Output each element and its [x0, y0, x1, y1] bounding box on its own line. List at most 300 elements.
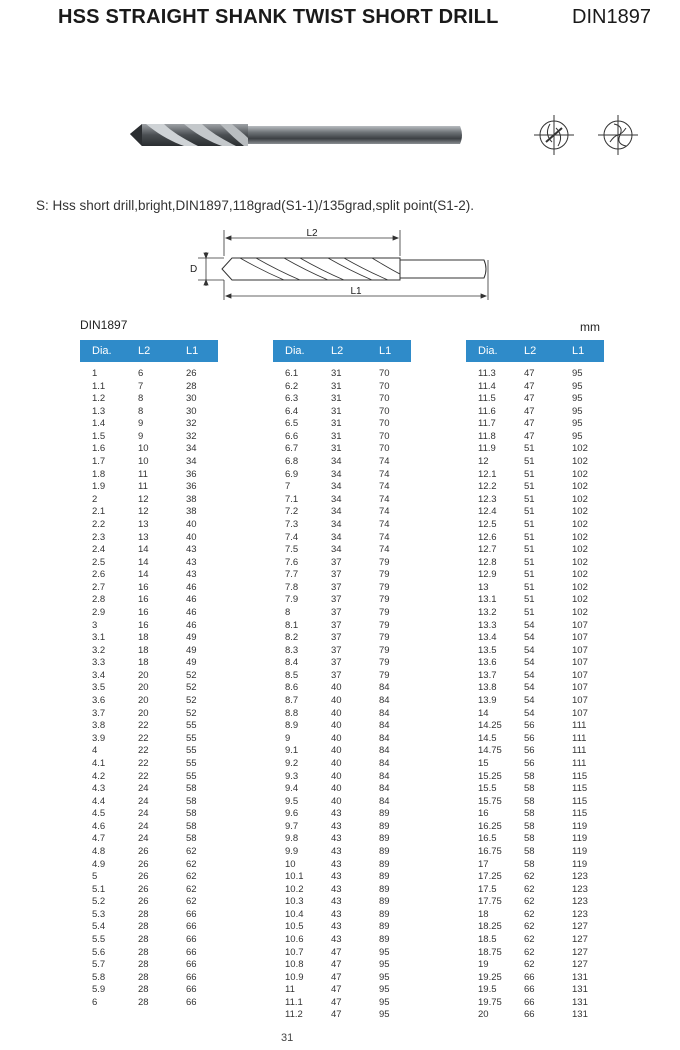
cell-l2: 22 [138, 770, 149, 782]
cell-dia: 10.8 [285, 959, 304, 971]
cell-dia: 3.4 [92, 669, 106, 681]
cell-l2: 37 [331, 606, 342, 618]
table-row [273, 771, 411, 784]
cell-l1: 102 [572, 493, 588, 505]
table-row [466, 947, 604, 960]
table-row [273, 532, 411, 545]
cell-l2: 28 [138, 959, 149, 971]
table-row [80, 544, 218, 557]
cell-l2: 37 [331, 644, 342, 656]
cell-dia: 6.3 [285, 393, 299, 405]
cell-dia: 8.7 [285, 695, 299, 707]
cell-l2: 40 [331, 745, 342, 757]
cell-dia: 18.25 [478, 921, 502, 933]
cell-dia: 16.75 [478, 845, 502, 857]
cell-l2: 40 [331, 707, 342, 719]
table-row [273, 381, 411, 394]
cell-l2: 10 [138, 443, 149, 455]
cell-l1: 102 [572, 531, 588, 543]
cell-dia: 15.25 [478, 770, 502, 782]
cell-l2: 43 [331, 908, 342, 920]
cell-l2: 24 [138, 820, 149, 832]
table-row [466, 469, 604, 482]
table-row [466, 594, 604, 607]
cell-l1: 84 [379, 795, 390, 807]
cell-dia: 5.8 [92, 971, 106, 983]
table-row [273, 921, 411, 934]
cell-l1: 89 [379, 883, 390, 895]
cell-l2: 16 [138, 619, 149, 631]
cell-l1: 107 [572, 669, 588, 681]
cell-dia: 7.2 [285, 506, 299, 518]
table-row [466, 720, 604, 733]
cell-dia: 14.25 [478, 720, 502, 732]
cell-dia: 8 [285, 606, 291, 618]
cell-l1: 107 [572, 695, 588, 707]
cell-l1: 95 [379, 971, 390, 983]
cell-dia: 1.1 [92, 380, 106, 392]
table-row [80, 833, 218, 846]
cell-l1: 49 [186, 644, 197, 656]
cell-l2: 28 [138, 946, 149, 958]
cell-dia: 3.1 [92, 632, 106, 644]
table-row [80, 532, 218, 545]
cell-l1: 95 [379, 996, 390, 1008]
cell-l2: 51 [524, 531, 535, 543]
cell-l1: 89 [379, 820, 390, 832]
table-row [273, 846, 411, 859]
cell-l2: 51 [524, 481, 535, 493]
cell-l2: 34 [331, 468, 342, 480]
table-row [273, 733, 411, 746]
cell-l1: 70 [379, 380, 390, 392]
cell-l1: 111 [572, 720, 587, 732]
cell-l1: 102 [572, 606, 588, 618]
cell-l2: 31 [331, 418, 342, 430]
cell-dia: 11.3 [478, 368, 496, 379]
table-row [80, 896, 218, 909]
cell-l2: 26 [138, 883, 149, 895]
cell-l2: 47 [331, 996, 342, 1008]
cell-l1: 70 [379, 393, 390, 405]
cell-dia: 17 [478, 858, 489, 870]
cell-l2: 47 [331, 959, 342, 971]
cell-l2: 62 [524, 921, 535, 933]
cell-dia: 12.1 [478, 468, 497, 480]
cell-dia: 10.4 [285, 908, 304, 920]
cell-l2: 28 [138, 971, 149, 983]
cell-dia: 15.75 [478, 795, 502, 807]
cell-l1: 36 [186, 481, 197, 493]
cell-l1: 115 [572, 770, 588, 782]
cell-l2: 16 [138, 594, 149, 606]
table-row [80, 494, 218, 507]
cell-l2: 6 [138, 368, 144, 379]
table-row [273, 632, 411, 645]
cell-dia: 4.5 [92, 808, 106, 820]
cell-l2: 34 [331, 456, 342, 468]
cell-l2: 26 [138, 871, 149, 883]
cell-dia: 13.1 [478, 594, 497, 606]
table-row [80, 569, 218, 582]
cell-l2: 26 [138, 896, 149, 908]
cell-l1: 58 [186, 783, 197, 795]
cell-l1: 111 [572, 745, 587, 757]
cell-l1: 84 [379, 695, 390, 707]
cell-dia: 18.75 [478, 946, 502, 958]
cell-dia: 10.5 [285, 921, 304, 933]
cell-dia: 4.7 [92, 833, 106, 845]
cell-l1: 40 [186, 518, 197, 530]
table-row [80, 431, 218, 444]
cell-l1: 84 [379, 720, 390, 732]
col-header-l2: L2 [331, 345, 344, 357]
cell-l2: 51 [524, 569, 535, 581]
table-header [466, 340, 604, 362]
cell-dia: 4 [92, 745, 98, 757]
table-row [80, 381, 218, 394]
table-row [466, 896, 604, 909]
cell-dia: 19.75 [478, 996, 502, 1008]
cell-l1: 119 [572, 833, 588, 845]
cell-l2: 31 [331, 393, 342, 405]
cell-dia: 8.2 [285, 632, 299, 644]
table-row [80, 519, 218, 532]
cell-l2: 43 [331, 833, 342, 845]
table-row [466, 796, 604, 809]
table-row [80, 934, 218, 947]
cell-dia: 9.1 [285, 745, 299, 757]
table-row [273, 959, 411, 972]
cell-l2: 34 [331, 544, 342, 556]
drill-photo [128, 112, 468, 158]
table-row [466, 959, 604, 972]
cell-l2: 56 [524, 732, 535, 744]
table-row [80, 406, 218, 419]
table-row [80, 393, 218, 406]
table-row [466, 783, 604, 796]
table-row [273, 544, 411, 557]
cell-l2: 26 [138, 845, 149, 857]
cell-dia: 13.2 [478, 606, 497, 618]
cell-l2: 43 [331, 871, 342, 883]
table-row [466, 670, 604, 683]
col-header-l1: L1 [572, 345, 585, 357]
cell-l1: 119 [572, 820, 588, 832]
cell-dia: 3.6 [92, 695, 106, 707]
cell-l1: 123 [572, 871, 588, 883]
col-header-dia: Dia. [285, 345, 305, 357]
cell-l1: 74 [379, 493, 390, 505]
spec-table-3 [466, 340, 604, 1022]
col-header-l1: L1 [186, 345, 199, 357]
cell-l2: 47 [524, 380, 535, 392]
cell-dia: 3.7 [92, 707, 106, 719]
table-row [80, 607, 218, 620]
cell-l1: 66 [186, 908, 197, 920]
cell-l2: 43 [331, 896, 342, 908]
cell-dia: 8.5 [285, 669, 299, 681]
cell-l2: 34 [331, 506, 342, 518]
cell-dia: 14.5 [478, 732, 497, 744]
cell-l2: 10 [138, 456, 149, 468]
cell-dia: 9.4 [285, 783, 299, 795]
table-row [273, 821, 411, 834]
table-row [80, 947, 218, 960]
cell-l1: 131 [572, 984, 588, 996]
cell-l2: 62 [524, 946, 535, 958]
table-row [466, 393, 604, 406]
cell-dia: 9 [285, 732, 291, 744]
cell-l2: 8 [138, 405, 144, 417]
table-row [466, 657, 604, 670]
cell-l1: 107 [572, 657, 588, 669]
cell-l2: 54 [524, 644, 535, 656]
cell-l2: 58 [524, 858, 535, 870]
cell-l2: 14 [138, 569, 149, 581]
cell-l1: 111 [572, 757, 587, 769]
cell-l1: 79 [379, 606, 390, 618]
cell-l1: 26 [186, 368, 197, 379]
cell-l2: 37 [331, 632, 342, 644]
cell-l2: 56 [524, 757, 535, 769]
cell-l1: 74 [379, 518, 390, 530]
cell-dia: 2.4 [92, 544, 106, 556]
table-row [80, 821, 218, 834]
cell-l2: 31 [331, 368, 342, 379]
cell-dia: 8.3 [285, 644, 299, 656]
cell-l1: 89 [379, 808, 390, 820]
cell-l1: 84 [379, 770, 390, 782]
table-row [273, 393, 411, 406]
cell-l2: 47 [331, 971, 342, 983]
table-row [273, 418, 411, 431]
cell-l1: 66 [186, 959, 197, 971]
cell-l2: 62 [524, 934, 535, 946]
table-row [466, 481, 604, 494]
cell-l2: 40 [331, 795, 342, 807]
table-row [273, 657, 411, 670]
cell-l2: 34 [331, 531, 342, 543]
table-row [273, 783, 411, 796]
cell-l2: 66 [524, 984, 535, 996]
table-row [466, 909, 604, 922]
cell-l1: 66 [186, 971, 197, 983]
cell-l2: 31 [331, 405, 342, 417]
cell-l2: 43 [331, 858, 342, 870]
table-row [273, 645, 411, 658]
cell-l1: 32 [186, 418, 197, 430]
cell-l2: 58 [524, 808, 535, 820]
cell-l1: 52 [186, 707, 197, 719]
table-row [466, 846, 604, 859]
cell-dia: 2 [92, 493, 98, 505]
cell-dia: 6.4 [285, 405, 299, 417]
cell-l1: 115 [572, 795, 588, 807]
table-row [80, 506, 218, 519]
cell-l1: 123 [572, 908, 588, 920]
table-row [80, 456, 218, 469]
cell-l2: 37 [331, 619, 342, 631]
table-row [80, 657, 218, 670]
unit-label: mm [580, 320, 600, 334]
table-row [273, 871, 411, 884]
table-row [466, 884, 604, 897]
cell-l1: 79 [379, 657, 390, 669]
table-title: DIN1897 [80, 318, 128, 332]
cell-l1: 52 [186, 682, 197, 694]
table-row [273, 443, 411, 456]
table-row [273, 494, 411, 507]
cell-l2: 37 [331, 669, 342, 681]
table-row [466, 557, 604, 570]
cell-dia: 1 [92, 368, 98, 379]
cell-l1: 58 [186, 820, 197, 832]
cell-dia: 7.7 [285, 569, 299, 581]
table-row [273, 607, 411, 620]
cell-dia: 12.6 [478, 531, 497, 543]
cell-dia: 4.9 [92, 858, 106, 870]
cell-l1: 102 [572, 569, 588, 581]
table-row [80, 557, 218, 570]
cell-dia: 19 [478, 959, 489, 971]
cell-dia: 5.6 [92, 946, 106, 958]
cell-l1: 84 [379, 745, 390, 757]
cell-l1: 79 [379, 556, 390, 568]
table-row [466, 972, 604, 985]
cell-l2: 58 [524, 833, 535, 845]
cell-l2: 47 [331, 984, 342, 996]
cell-l1: 79 [379, 669, 390, 681]
table-row [273, 456, 411, 469]
cell-l2: 40 [331, 682, 342, 694]
cell-dia: 7.1 [285, 493, 299, 505]
cell-dia: 11.6 [478, 405, 496, 417]
table-row [273, 884, 411, 897]
table-row [466, 632, 604, 645]
cell-l1: 55 [186, 757, 197, 769]
table-row [80, 972, 218, 985]
table-row [80, 632, 218, 645]
cell-l1: 66 [186, 921, 197, 933]
cell-l2: 47 [331, 1009, 342, 1021]
d-label: D [190, 264, 198, 275]
cell-l1: 62 [186, 896, 197, 908]
table-row [273, 519, 411, 532]
cell-dia: 6.5 [285, 418, 299, 430]
table-row [80, 771, 218, 784]
table-rows [273, 368, 411, 1022]
cell-l1: 95 [379, 984, 390, 996]
cell-l1: 46 [186, 619, 197, 631]
cell-l1: 127 [572, 946, 588, 958]
table-row [466, 582, 604, 595]
cell-l2: 51 [524, 456, 535, 468]
table-row [273, 947, 411, 960]
cell-dia: 2.7 [92, 581, 106, 593]
cell-l1: 115 [572, 808, 588, 820]
table-row [273, 481, 411, 494]
cell-l2: 9 [138, 430, 144, 442]
cell-l2: 54 [524, 632, 535, 644]
cell-l2: 37 [331, 556, 342, 568]
cell-l2: 43 [331, 921, 342, 933]
table-row [273, 431, 411, 444]
table-row [466, 418, 604, 431]
cell-l1: 46 [186, 594, 197, 606]
cell-dia: 13.9 [478, 695, 497, 707]
cell-dia: 4.8 [92, 845, 106, 857]
table-row [273, 896, 411, 909]
cell-l2: 51 [524, 506, 535, 518]
cell-l2: 43 [331, 808, 342, 820]
cell-l1: 89 [379, 921, 390, 933]
table-row [466, 745, 604, 758]
cell-dia: 8.1 [285, 619, 299, 631]
cell-dia: 9.8 [285, 833, 299, 845]
table-row [273, 972, 411, 985]
cell-l1: 107 [572, 707, 588, 719]
spec-table-1 [80, 340, 218, 1009]
page-title: HSS STRAIGHT SHANK TWIST SHORT DRILL [58, 6, 499, 28]
cell-dia: 1.9 [92, 481, 106, 493]
cell-l1: 52 [186, 669, 197, 681]
table-row [273, 833, 411, 846]
table-row [466, 921, 604, 934]
cell-l2: 24 [138, 833, 149, 845]
cell-dia: 10.1 [285, 871, 304, 883]
table-row [80, 443, 218, 456]
cell-l2: 51 [524, 443, 535, 455]
cell-l1: 43 [186, 569, 197, 581]
cell-l2: 51 [524, 606, 535, 618]
dimension-drawing [184, 226, 504, 306]
cell-l1: 55 [186, 732, 197, 744]
cell-l2: 66 [524, 1009, 535, 1021]
cell-l1: 58 [186, 795, 197, 807]
l2-label: L2 [306, 228, 318, 239]
cell-l1: 102 [572, 594, 588, 606]
cell-l2: 43 [331, 820, 342, 832]
cell-l1: 107 [572, 632, 588, 644]
cell-l1: 30 [186, 393, 197, 405]
cell-dia: 11.2 [285, 1009, 303, 1021]
cell-l1: 66 [186, 934, 197, 946]
cell-dia: 18.5 [478, 934, 497, 946]
cell-dia: 12.4 [478, 506, 497, 518]
cell-dia: 11.1 [285, 996, 303, 1008]
table-row [80, 909, 218, 922]
table-row [273, 745, 411, 758]
cell-l1: 40 [186, 531, 197, 543]
cell-l1: 28 [186, 380, 197, 392]
cell-dia: 2.6 [92, 569, 106, 581]
cell-dia: 13.4 [478, 632, 497, 644]
cell-l1: 43 [186, 544, 197, 556]
cell-l1: 70 [379, 405, 390, 417]
table-row [80, 796, 218, 809]
cell-dia: 2.2 [92, 518, 106, 530]
cell-l2: 11 [138, 468, 148, 480]
table-row [273, 859, 411, 872]
cell-l1: 102 [572, 506, 588, 518]
table-row [466, 569, 604, 582]
table-row [273, 670, 411, 683]
cell-l1: 74 [379, 481, 390, 493]
cell-dia: 12.9 [478, 569, 497, 581]
cell-dia: 15 [478, 757, 489, 769]
cell-dia: 3.5 [92, 682, 106, 694]
